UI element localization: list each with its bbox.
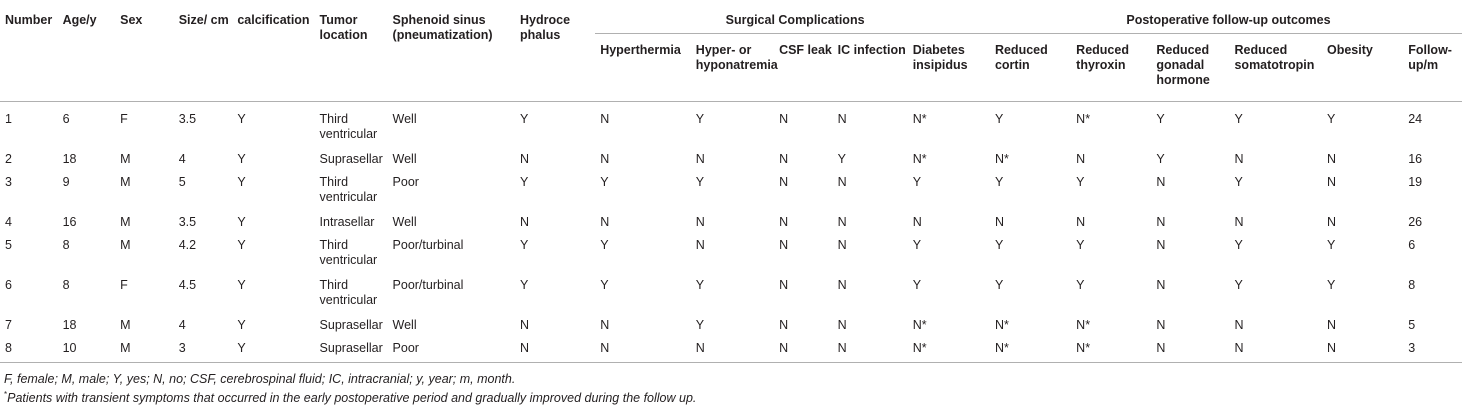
- cell-hyponatremia: Y: [695, 112, 705, 126]
- cell-followup: 26: [1408, 215, 1423, 229]
- cell-ic-infection: N: [837, 112, 847, 126]
- cell-hyponatremia: N: [695, 152, 705, 166]
- cell-hyperthermia: Y: [600, 175, 609, 189]
- header-reduced-cortin: Reduced cortin: [990, 34, 1071, 102]
- cell-reduced-thyroxin: N*: [1071, 333, 1151, 363]
- cell-hyperthermia: N: [600, 152, 610, 166]
- table-row: [0, 167, 1462, 207]
- cell-hydrocephalus: Y: [520, 278, 529, 292]
- cell-diabetes-insipidus: Y: [912, 175, 922, 189]
- cell-ic-infection: N: [837, 175, 847, 189]
- cell-obesity: Y: [1327, 278, 1336, 292]
- cell-hyponatremia: N: [695, 238, 705, 252]
- cell-followup: 19: [1408, 175, 1423, 189]
- header-followup: Follow- up/m: [1403, 34, 1462, 102]
- cell-hyperthermia: Y: [600, 278, 609, 292]
- cell-sphenoid: Well: [392, 112, 417, 126]
- cell-hydrocephalus: Y: [520, 112, 529, 126]
- cell-hyponatremia: N: [691, 333, 774, 363]
- cell-hydrocephalus: N: [520, 318, 530, 332]
- cell-reduced-gonadal: N: [1156, 278, 1166, 292]
- header-hyperthermia: Hyperthermia: [595, 34, 691, 102]
- cell-ic-infection: N: [837, 238, 847, 252]
- cell-reduced-gonadal: N: [1156, 175, 1166, 189]
- cell-reduced-thyroxin: Y: [1076, 238, 1085, 252]
- cell-reduced-somatotropin: N: [1229, 333, 1322, 363]
- cell-ic-infection: N: [837, 215, 847, 229]
- cell-diabetes-insipidus: N*: [912, 152, 927, 166]
- cell-number: 5: [5, 238, 12, 252]
- cell-csf-leak: N: [779, 215, 789, 229]
- cell-followup: 5: [1408, 318, 1416, 332]
- cell-calcification: Y: [237, 175, 246, 189]
- cell-age: 18: [62, 152, 77, 166]
- cell-diabetes-insipidus: N*: [912, 318, 927, 332]
- cell-obesity: Y: [1327, 238, 1336, 252]
- cell-ic-infection: N: [833, 333, 908, 363]
- cell-csf-leak: N: [779, 238, 789, 252]
- cell-reduced-gonadal: Y: [1156, 112, 1165, 126]
- cell-reduced-somatotropin: Y: [1234, 238, 1243, 252]
- cell-followup: 16: [1408, 152, 1423, 166]
- cell-size: 3.5: [178, 215, 197, 229]
- cell-sex: M: [120, 238, 131, 252]
- header-calcification: calcification: [232, 0, 314, 102]
- cell-number: 4: [5, 215, 12, 229]
- table-row: [0, 144, 1462, 167]
- cell-followup: 8: [1408, 278, 1416, 292]
- cell-obesity: N: [1322, 333, 1403, 363]
- cell-reduced-somatotropin: N: [1234, 152, 1244, 166]
- cell-tumor-location: Suprasellar: [319, 318, 383, 332]
- cell-csf-leak: N: [779, 175, 789, 189]
- cell-reduced-cortin: N*: [994, 318, 1009, 332]
- header-number: Number: [0, 0, 58, 102]
- table-row: [0, 207, 1462, 230]
- cell-tumor-location: Third ventricular: [319, 278, 378, 307]
- cell-followup: 24: [1408, 112, 1423, 126]
- cell-number: 7: [5, 318, 12, 332]
- cell-hyperthermia: N: [600, 112, 610, 126]
- cell-reduced-cortin: Y: [994, 238, 1004, 252]
- header-diabetes-insipidus: Diabetes insipidus: [908, 34, 990, 102]
- table-header: [0, 0, 1462, 102]
- cell-obesity: Y: [1327, 112, 1336, 126]
- cell-ic-infection: Y: [837, 152, 846, 166]
- cell-number: 8: [0, 333, 58, 363]
- cell-diabetes-insipidus: N*: [908, 333, 990, 363]
- cell-sphenoid: Well: [392, 152, 417, 166]
- cell-reduced-cortin: Y: [994, 112, 1004, 126]
- header-tumor-location: Tumor location: [315, 0, 388, 102]
- cell-reduced-cortin: Y: [994, 175, 1004, 189]
- cell-ic-infection: N: [837, 278, 847, 292]
- cell-size: 5: [178, 175, 186, 189]
- cell-sphenoid: Poor/turbinal: [392, 278, 464, 292]
- cell-reduced-gonadal: N: [1151, 333, 1229, 363]
- cell-sex: M: [120, 215, 131, 229]
- cell-reduced-thyroxin: N*: [1076, 318, 1091, 332]
- cell-csf-leak: N: [774, 333, 833, 363]
- cell-reduced-cortin: N*: [990, 333, 1071, 363]
- cell-sex: M: [120, 175, 131, 189]
- cell-hydrocephalus: Y: [520, 175, 529, 189]
- cell-reduced-thyroxin: Y: [1076, 278, 1085, 292]
- cell-reduced-cortin: N: [994, 215, 1004, 229]
- cell-diabetes-insipidus: Y: [912, 238, 922, 252]
- cell-number: 3: [5, 175, 12, 189]
- cell-sphenoid: Well: [392, 318, 417, 332]
- cell-reduced-somatotropin: Y: [1234, 175, 1243, 189]
- cell-reduced-thyroxin: N*: [1076, 112, 1091, 126]
- footnote-abbreviations: F, female; M, male; Y, yes; N, no; CSF, cerebrospinal fluid; IC, intracranial; y, year; m, month.: [4, 372, 516, 386]
- header-reduced-gonadal: Reduced gonadal hormone: [1151, 34, 1229, 102]
- footnote-transient: [4, 390, 696, 405]
- header-obesity: Obesity: [1322, 34, 1403, 102]
- cell-followup: 6: [1408, 238, 1416, 252]
- cell-sphenoid: Poor: [392, 175, 419, 189]
- cell-reduced-thyroxin: Y: [1076, 175, 1085, 189]
- cell-size: 4.2: [178, 238, 197, 252]
- cell-hydrocephalus: N: [520, 215, 530, 229]
- cell-reduced-cortin: N*: [994, 152, 1009, 166]
- cell-sex: M: [120, 318, 131, 332]
- cell-calcification: Y: [237, 238, 246, 252]
- header-surgical-complications: Surgical Complications: [595, 0, 990, 34]
- cell-sphenoid: Well: [392, 215, 417, 229]
- cell-age: 16: [62, 215, 77, 229]
- cell-csf-leak: N: [779, 112, 789, 126]
- cell-hydrocephalus: N: [515, 333, 595, 363]
- cell-hyperthermia: N: [595, 333, 691, 363]
- cell-hyponatremia: Y: [695, 318, 705, 332]
- cell-obesity: N: [1327, 175, 1337, 189]
- header-hyponatremia: Hyper- or hyponatremia: [691, 34, 774, 102]
- cell-tumor-location: Third ventricular: [319, 238, 378, 267]
- cell-hyperthermia: Y: [600, 238, 609, 252]
- cell-age: 10: [58, 333, 116, 363]
- cell-calcification: Y: [237, 318, 246, 332]
- cell-hyperthermia: N: [600, 318, 610, 332]
- cell-reduced-thyroxin: N: [1076, 152, 1086, 166]
- cell-reduced-somatotropin: Y: [1234, 112, 1243, 126]
- table-row: [0, 230, 1462, 270]
- header-sex: Sex: [115, 0, 174, 102]
- cell-sex: F: [120, 112, 128, 126]
- cell-ic-infection: N: [837, 318, 847, 332]
- table-row: [0, 102, 1462, 145]
- cell-tumor-location: Suprasellar: [315, 333, 388, 363]
- cell-reduced-somatotropin: N: [1234, 318, 1244, 332]
- header-reduced-thyroxin: Reduced thyroxin: [1071, 34, 1151, 102]
- footnote-mark: *: [4, 390, 8, 399]
- cell-reduced-somatotropin: N: [1234, 215, 1244, 229]
- cell-reduced-cortin: Y: [994, 278, 1004, 292]
- cell-diabetes-insipidus: Y: [912, 278, 922, 292]
- cell-diabetes-insipidus: N*: [912, 112, 927, 126]
- cell-hyponatremia: Y: [695, 278, 705, 292]
- cell-reduced-gonadal: Y: [1156, 152, 1165, 166]
- cell-hyponatremia: N: [695, 215, 705, 229]
- cell-age: 9: [62, 175, 70, 189]
- cell-tumor-location: Suprasellar: [319, 152, 383, 166]
- cell-calcification: Y: [237, 152, 246, 166]
- cell-sphenoid: Poor/turbinal: [392, 238, 464, 252]
- cell-sex: F: [120, 278, 128, 292]
- header-age: Age/y: [58, 0, 116, 102]
- header-ic-infection: IC infection: [833, 34, 908, 102]
- cell-tumor-location: Third ventricular: [319, 175, 378, 204]
- cell-obesity: N: [1327, 152, 1337, 166]
- header-csf-leak: CSF leak: [774, 34, 833, 102]
- cell-calcification: Y: [237, 215, 246, 229]
- cell-calcification: Y: [232, 333, 314, 363]
- cell-reduced-gonadal: N: [1156, 215, 1166, 229]
- cell-sphenoid: Poor: [388, 333, 515, 363]
- cell-age: 6: [62, 112, 70, 126]
- cell-diabetes-insipidus: N: [912, 215, 922, 229]
- cell-calcification: Y: [237, 278, 246, 292]
- table-row: [0, 270, 1462, 310]
- cell-number: 1: [5, 112, 12, 126]
- cell-age: 18: [62, 318, 77, 332]
- cell-sex: M: [120, 152, 131, 166]
- cell-reduced-gonadal: N: [1156, 238, 1166, 252]
- cell-reduced-thyroxin: N: [1076, 215, 1086, 229]
- cell-hyponatremia: Y: [695, 175, 705, 189]
- cell-sex: M: [115, 333, 174, 363]
- cell-age: 8: [62, 238, 70, 252]
- cell-hydrocephalus: N: [520, 152, 530, 166]
- cell-hyperthermia: N: [600, 215, 610, 229]
- table-row: [0, 310, 1462, 333]
- cell-calcification: Y: [237, 112, 246, 126]
- header-size: Size/ cm: [174, 0, 233, 102]
- cell-hydrocephalus: Y: [520, 238, 529, 252]
- header-followup-outcomes: Postoperative follow-up outcomes: [990, 0, 1462, 34]
- cell-reduced-gonadal: N: [1156, 318, 1166, 332]
- cell-csf-leak: N: [779, 152, 789, 166]
- cell-age: 8: [62, 278, 70, 292]
- cell-size: 3.5: [178, 112, 197, 126]
- table-body: [0, 102, 1462, 363]
- cell-reduced-somatotropin: Y: [1234, 278, 1243, 292]
- cell-size: 3: [174, 333, 233, 363]
- table-row: [0, 333, 1462, 363]
- cell-tumor-location: Third ventricular: [319, 112, 378, 141]
- header-sphenoid: Sphenoid sinus (pneumatization): [388, 0, 515, 102]
- header-reduced-somatotropin: Reduced somatotropin: [1229, 34, 1322, 102]
- cell-obesity: N: [1327, 215, 1337, 229]
- cell-number: 2: [5, 152, 12, 166]
- footnote-transient-text: Patients with transient symptoms that occurred in the early postoperative period and gradually improved during the follow up.: [7, 391, 697, 406]
- cell-followup: 3: [1403, 333, 1462, 363]
- cell-size: 4: [178, 318, 186, 332]
- header-hydrocephalus: Hydroce phalus: [515, 0, 595, 102]
- cell-tumor-location: Intrasellar: [319, 215, 375, 229]
- cell-number: 6: [5, 278, 12, 292]
- cell-csf-leak: N: [779, 278, 789, 292]
- cell-obesity: N: [1327, 318, 1337, 332]
- cell-csf-leak: N: [779, 318, 789, 332]
- cell-size: 4: [178, 152, 186, 166]
- cell-size: 4.5: [178, 278, 197, 292]
